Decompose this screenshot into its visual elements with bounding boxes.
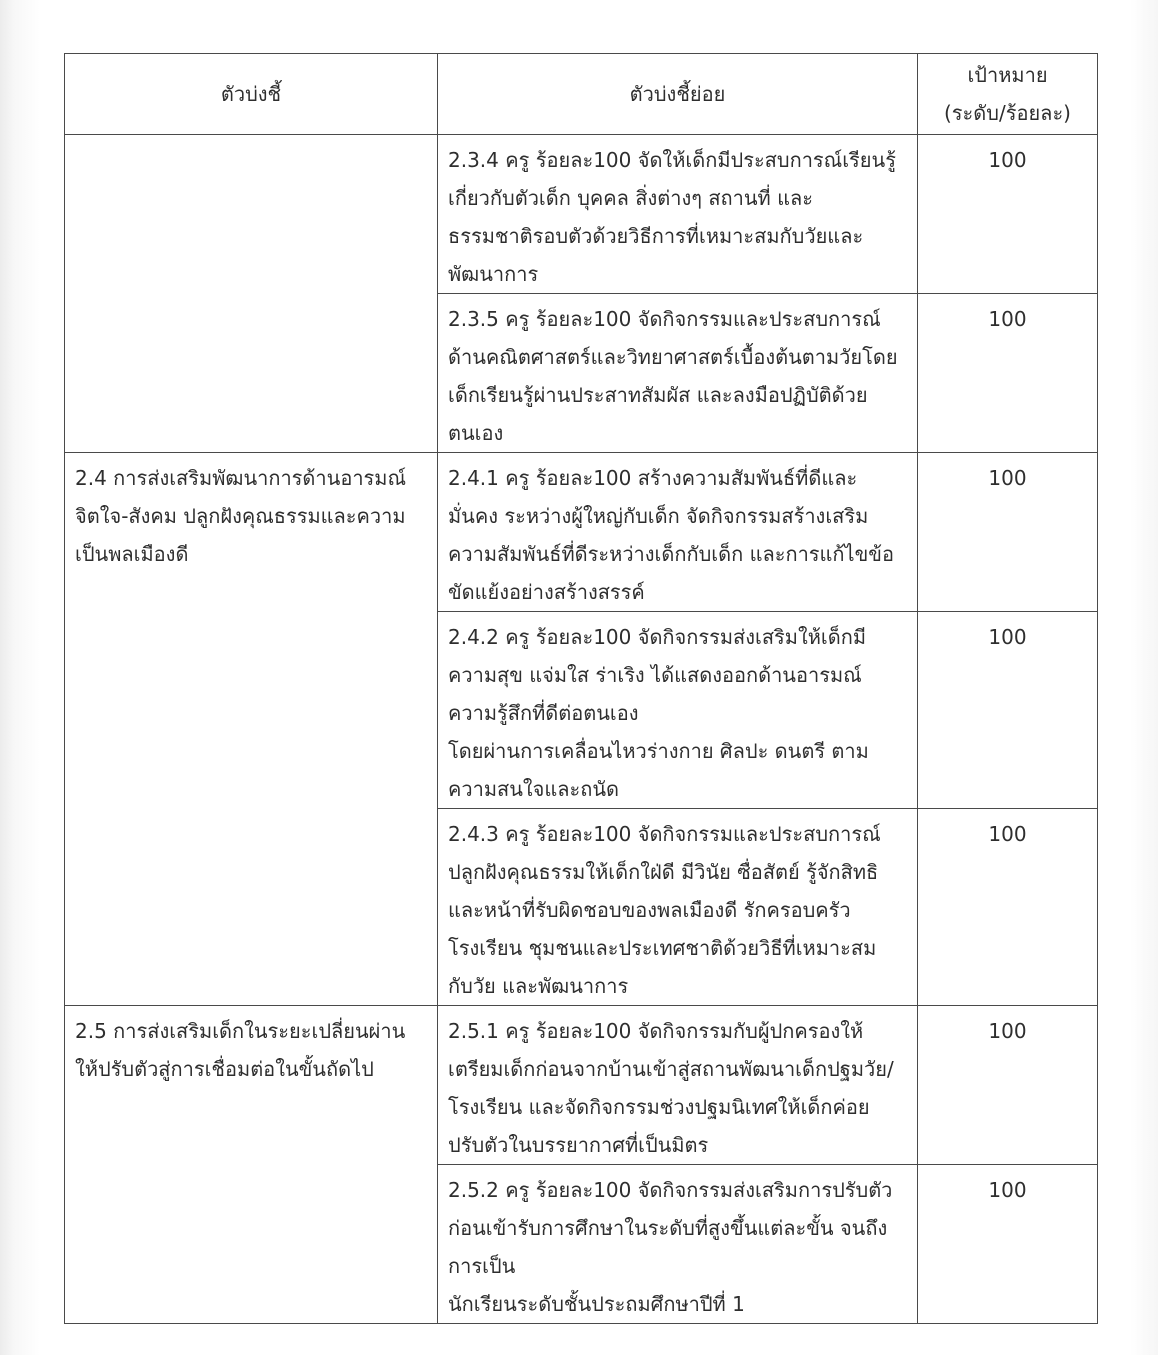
sub-indicator-line: 2.5.2 ครู ร้อยละ100 จัดกิจกรรมส่งเสริมการปรับตัว <box>448 1178 893 1202</box>
sub-indicator-line: ความรู้สึกที่ดีต่อตนเอง <box>448 701 639 725</box>
sub-indicator-line: และหน้าที่รับผิดชอบของพลเมืองดี รักครอบครัว <box>448 898 851 922</box>
indicator-cell-2-4 <box>65 453 438 1006</box>
table-row <box>65 135 1098 294</box>
target-value: 100 <box>988 148 1027 172</box>
target-value: 100 <box>988 822 1027 846</box>
target-cell <box>918 612 1098 809</box>
target-cell <box>918 294 1098 453</box>
target-cell <box>918 1165 1098 1324</box>
sub-indicator-line: ขัดแย้งอย่างสร้างสรรค์ <box>448 580 645 604</box>
sub-indicator-line: โรงเรียน และจัดกิจกรรมช่วงปฐมนิเทศให้เด็กค่อย <box>448 1095 870 1119</box>
target-cell <box>918 135 1098 294</box>
sub-indicator-line: 2.3.5 ครู ร้อยละ100 จัดกิจกรรมและประสบการณ์ <box>448 307 881 331</box>
sub-indicator-line: 2.4.3 ครู ร้อยละ100 จัดกิจกรรมและประสบการณ์ <box>448 822 881 846</box>
sub-indicator-line: ความสุข แจ่มใส ร่าเริง ได้แสดงออกด้านอารมณ์ <box>448 663 862 687</box>
sub-indicator-line: ธรรมชาติรอบตัวด้วยวิธีการที่เหมาะสมกับวัยและ <box>448 224 864 248</box>
header-sub-indicator <box>438 54 918 135</box>
sub-indicator-line: ก่อนเข้ารับการศึกษาในระดับที่สูงขึ้นแต่ละขั้น จนถึง <box>448 1216 888 1240</box>
indicator-line: จิตใจ-สังคม ปลูกฝังคุณธรรมและความ <box>75 504 406 528</box>
header-sub-indicator-label: ตัวบ่งชี้ย่อย <box>629 82 726 106</box>
target-value: 100 <box>988 466 1027 490</box>
sub-indicator-cell <box>438 612 918 809</box>
table-row <box>65 453 1098 612</box>
target-cell <box>918 1006 1098 1165</box>
header-indicator-label: ตัวบ่งชี้ <box>220 82 282 106</box>
sub-indicator-line: ปรับตัวในบรรยากาศที่เป็นมิตร <box>448 1133 709 1157</box>
sub-indicator-line: ความสัมพันธ์ที่ดีระหว่างเด็กกับเด็ก และการแก้ไขข้อ <box>448 542 894 566</box>
sub-indicator-line: เกี่ยวกับตัวเด็ก บุคคล สิ่งต่างๆ สถานที่ และ <box>448 186 813 210</box>
indicator-cell-empty <box>65 135 438 453</box>
indicator-line: 2.4 การส่งเสริมพัฒนาการด้านอารมณ์ <box>75 466 407 490</box>
header-indicator <box>65 54 438 135</box>
sub-indicator-line: เตรียมเด็กก่อนจากบ้านเข้าสู่สถานพัฒนาเด็กปฐมวัย/ <box>448 1057 894 1081</box>
indicator-cell-2-5 <box>65 1006 438 1324</box>
sub-indicator-cell <box>438 809 918 1006</box>
header-target <box>918 54 1098 135</box>
target-value: 100 <box>988 1019 1027 1043</box>
sub-indicator-line: กับวัย และพัฒนาการ <box>448 974 629 998</box>
sub-indicator-line: โดยผ่านการเคลื่อนไหวร่างกาย ศิลปะ ดนตรี ตาม <box>448 739 869 763</box>
sub-indicator-cell <box>438 1006 918 1165</box>
sub-indicator-line: 2.3.4 ครู ร้อยละ100 จัดให้เด็กมีประสบการณ์เรียนรู้ <box>448 148 896 172</box>
target-value: 100 <box>988 1178 1027 1202</box>
target-cell <box>918 453 1098 612</box>
sub-indicator-cell <box>438 453 918 612</box>
target-value: 100 <box>988 625 1027 649</box>
sub-indicator-line: เด็กเรียนรู้ผ่านประสาทสัมผัส และลงมือปฏิบัติด้วย <box>448 383 868 407</box>
header-target-label-2: (ระดับ/ร้อยละ) <box>944 101 1071 125</box>
sub-indicator-line: การเป็น <box>448 1254 516 1278</box>
sub-indicator-line: ตนเอง <box>448 421 504 445</box>
sub-indicator-line: 2.4.2 ครู ร้อยละ100 จัดกิจกรรมส่งเสริมให้เด็กมี <box>448 625 867 649</box>
table-row <box>65 1006 1098 1165</box>
indicator-table <box>64 53 1098 1324</box>
target-value: 100 <box>988 307 1027 331</box>
sub-indicator-cell <box>438 1165 918 1324</box>
sub-indicator-line: โรงเรียน ชุมชนและประเทศชาติด้วยวิธีที่เหมาะสม <box>448 936 877 960</box>
sub-indicator-cell <box>438 294 918 453</box>
sub-indicator-cell <box>438 135 918 294</box>
sub-indicator-line: ปลูกฝังคุณธรรมให้เด็กใฝ่ดี มีวินัย ซื่อสัตย์ รู้จักสิทธิ <box>448 860 879 884</box>
sub-indicator-line: 2.4.1 ครู ร้อยละ100 สร้างความสัมพันธ์ที่ดีและ <box>448 466 858 490</box>
sub-indicator-line: นักเรียนระดับชั้นประถมศึกษาปีที่ 1 <box>448 1292 745 1316</box>
target-cell <box>918 809 1098 1006</box>
indicator-line: เป็นพลเมืองดี <box>75 542 189 566</box>
header-target-label-1: เป้าหมาย <box>967 63 1048 87</box>
indicator-line: 2.5 การส่งเสริมเด็กในระยะเปลี่ยนผ่าน <box>75 1019 406 1043</box>
sub-indicator-line: พัฒนาการ <box>448 262 539 286</box>
sub-indicator-line: ความสนใจและถนัด <box>448 777 620 801</box>
sub-indicator-line: ด้านคณิตศาสตร์และวิทยาศาสตร์เบื้องต้นตามวัยโดย <box>448 345 898 369</box>
sub-indicator-line: มั่นคง ระหว่างผู้ใหญ่กับเด็ก จัดกิจกรรมสร้างเสริม <box>448 504 869 528</box>
indicator-line: ให้ปรับตัวสู่การเชื่อมต่อในขั้นถัดไป <box>75 1057 374 1081</box>
sub-indicator-line: 2.5.1 ครู ร้อยละ100 จัดกิจกรรมกับผู้ปกครองให้ <box>448 1019 864 1043</box>
table-header-row <box>65 54 1098 135</box>
